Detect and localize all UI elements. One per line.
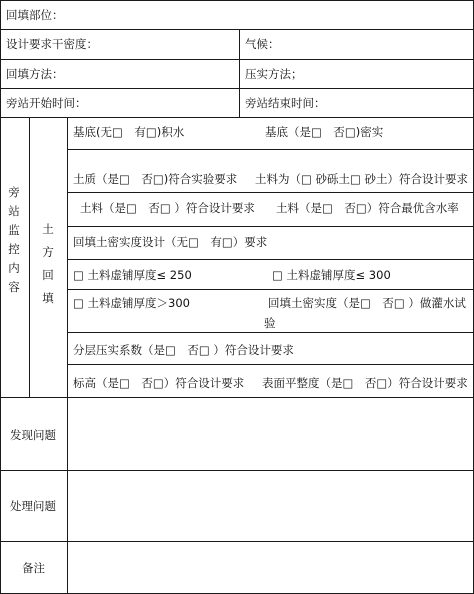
earth-backfill-label: 土方回填 — [42, 222, 54, 305]
loose-300-gt-item: □ 土料虚铺厚度＞300 — [73, 296, 190, 310]
monitor-column-divider — [29, 117, 30, 397]
monitor-section-label: 旁站监控内容 — [8, 185, 20, 294]
row-divider — [67, 149, 474, 150]
soil-design-item: 土料（是□ 否□ ）符合设计要求 — [80, 201, 255, 215]
header-column-divider — [239, 29, 240, 117]
soil-quality-item: 土质（是□ 否□)符合实验要求 — [73, 172, 238, 186]
border-left — [0, 0, 1, 594]
row-divider — [0, 29, 474, 30]
row-divider — [67, 259, 474, 260]
border-top — [0, 0, 474, 1]
row-divider — [0, 88, 474, 89]
elevation-item: 标高（是□ 否□）符合设计要求 — [73, 376, 245, 390]
row-divider — [0, 541, 474, 542]
compaction-method-label: 压实方法； — [245, 67, 303, 81]
loose-250-item: □ 土料虚铺厚度≤ 250 — [73, 268, 192, 282]
location-label: 回填部位： — [6, 8, 64, 22]
row-divider — [67, 289, 474, 290]
row-divider — [67, 192, 474, 193]
base-water-item: 基底(无□ 有□)积水 — [73, 125, 185, 139]
row-divider — [67, 364, 474, 365]
flatness-item: 表面平整度（是□ 否□）符合设计要求 — [262, 376, 468, 390]
density-label: 设计要求干密度： — [6, 37, 98, 51]
start-time-label: 旁站开始时间： — [6, 96, 87, 110]
loose-300-le-item: □ 土料虚铺厚度≤ 300 — [272, 268, 391, 282]
soil-type-item: 土料为（□ 砂砾土□ 砂土）符合设计要求 — [255, 172, 469, 186]
base-dense-item: 基底（是□ 否□)密实 — [265, 125, 384, 139]
end-time-label: 旁站结束时间： — [245, 96, 326, 110]
soil-moisture-item: 土料（是□ 否□）符合最优含水率 — [276, 201, 459, 215]
density-test-item: 回填土密实度（是□ 否□ ）做灌水试 — [268, 296, 466, 310]
row-divider — [0, 59, 474, 60]
design-density-item: 回填土密实度设计（无□ 有□）要求 — [73, 235, 268, 249]
method-label: 回填方法： — [6, 67, 64, 81]
density-test-item-continued: 验 — [264, 316, 276, 330]
handling-label: 处理问题 — [10, 499, 56, 513]
weather-label: 气候： — [245, 37, 280, 51]
problems-label: 发现问题 — [10, 428, 56, 442]
row-divider — [0, 470, 474, 471]
row-divider — [67, 332, 474, 333]
row-divider — [0, 117, 474, 118]
compaction-coef-item: 分层压实系数（是□ 否□ ）符合设计要求 — [73, 343, 294, 357]
row-divider — [67, 226, 474, 227]
monitor-column-divider — [67, 117, 68, 594]
row-divider — [0, 397, 474, 398]
remarks-label: 备注 — [22, 561, 45, 575]
